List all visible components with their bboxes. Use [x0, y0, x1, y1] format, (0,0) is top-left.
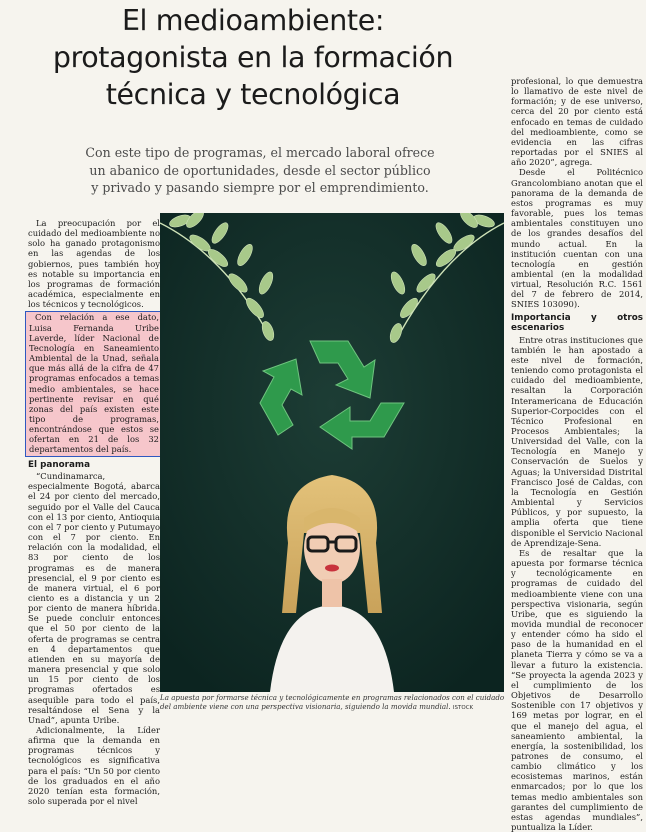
photo-caption	[160, 693, 506, 713]
section-title-importancia: Importancia y otros escenarios	[511, 312, 643, 334]
intro-paragraph: La preocupación por el cuidado del medioambiente no solo ha ganado protagonismo en las agendas de los gobiernos, pues también hoy es notable su importancia en los programas de formación académica, especialmente en los técnicos y tecnológicos.	[28, 218, 160, 310]
body-paragraph: Adicionalmente, la Líder afirma que la demanda en programas técnicos y tecnológicos es significativa para el país: “Un 50 por ciento de los graduados en el año 2020 tenían esta formación, solo superada por el nivel	[28, 725, 160, 807]
subhead-line: y privado y pasando siempre por el emprendimiento.	[91, 180, 429, 195]
headline-line: técnica y tecnológica	[105, 78, 401, 111]
headline-line: El medioambiente:	[121, 4, 385, 37]
article-photo	[160, 213, 504, 692]
body-paragraph: Desde el Politécnico Grancolombiano anotan que el panorama de la demanda de estos programas es muy favorable, pues los temas ambientales constituyen uno de los grandes desafíos del mundo actual. En la institución cuentan con una tecnología en gestión ambiental (en la modalidad virtual, Resolución R.C. 1561 del 7 de febrero de 2014, SNIES 103090).	[511, 167, 643, 310]
caption-text: La apuesta por formarse técnica y tecnológicamente en programas relacionados con el cuidado del ambiente viene con una perspectiva visionaria, siguiendo la movida mundial.	[160, 693, 505, 711]
right-column	[511, 76, 643, 832]
body-paragraph: “Cundinamarca, especialmente Bogotá, abarca el 24 por ciento del mercado, seguido por el Valle del Cauca con el 13 por ciento, Antioquia con el 7 por ciento y Putumayo con el 7 por ciento. En relación con la modalidad, el 83 por ciento de los programas es de manera presencial, el 9 por ciento es de manera virtual, el 6 por ciento es a distancia y un 2 por ciento de manera híbrida. Se puede concluir entonces que el 50 por ciento de la oferta de programas se centra en 4 departamentos que atienden en su mayoría de manera presencial y que solo un 15 por ciento de los programas ofertados es asequible para todo el país, resaltándose el Sena y la Unad”, apunta Uribe.	[28, 471, 160, 725]
body-paragraph: Entre otras instituciones que también le han apostado a este nivel de formación, teniendo como protagonista el cuidado del medioambiente, resaltan la Corporación Interamericana de Educación Superior-Corpocides con el Técnico Profesional en Procesos Ambientales; la Universidad del Valle, con la Tecnología en Manejo y Conservación de Suelos y Aguas; la Universidad Distrital Francisco José de Caldas, con la Tecnología en Gestión Ambiental y Servicios Públicos, y por supuesto, la amplia oferta que tiene disponible el Servicio Nacional de Aprendizaje-Sena.	[511, 334, 643, 548]
left-column	[28, 218, 160, 806]
headline-line: protagonista en la formación	[52, 41, 454, 74]
body-paragraph: Es de resaltar que la apuesta por formarse técnica y tecnológicamente en programas de cuidado del medioambiente viene con una perspectiva visionaria, según Uribe, que es siguiendo la movida mundial de reconocer y entender cómo ha sido el paso de la humanidad en el planeta Tierra y cómo se va a llevar a futuro la existencia. “Se proyecta la agenda 2023 y el cumplimiento de los Objetivos de Desarrollo Sostenible con 17 objetivos y 169 metas por lograr, en el que el manejo del agua, el saneamiento ambiental, la energía, la sostenibilidad, los patrones de consumo, el cambio climático y los ecosistemas marinos, están enmarcados; por lo que los temas medio ambientales son garantes del cumplimiento de estas agendas mundiales”, puntualiza la Líder.	[511, 547, 643, 832]
highlighted-passage[interactable]	[25, 311, 162, 456]
body-paragraph: profesional, lo que demuestra lo llamativo de este nivel de formación; y de ese universo, cerca del 20 por ciento está enfocado en temas de cuidado del medioambiente, como se evidencia en las cifras reportadas por el SNIES al año 2020”, agrega.	[511, 76, 643, 168]
headline	[0, 2, 506, 113]
photo-credit: ISTOCK	[452, 705, 474, 711]
subhead-line: un abanico de oportunidades, desde el sector público	[89, 162, 431, 178]
subheadline	[40, 144, 480, 197]
highlighted-paragraph: Con relación a ese dato, Luisa Fernanda Uribe Laverde, líder Nacional de Tecnología en Saneamiento Ambiental de la Unad, señala que más allá de la cifra de 47 programas enfocados a temas medio ambientales, se hace pertinente revisar en qué zonas del país existen este tipo de programas, encontrándose que estos se ofertan en 21 de los 32 departamentos del país.	[29, 312, 159, 455]
subhead-line: Con este tipo de programas, el mercado laboral ofrece	[85, 145, 435, 160]
section-title-panorama: El panorama	[28, 459, 91, 470]
